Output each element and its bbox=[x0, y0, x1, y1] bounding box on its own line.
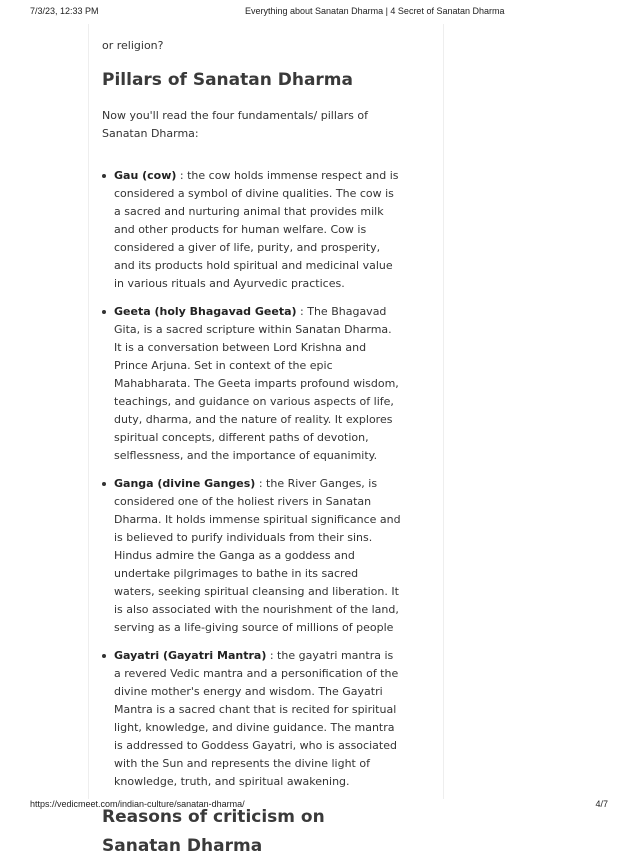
article-body bbox=[102, 24, 402, 861]
pillar-term: Gau (cow) bbox=[114, 169, 177, 182]
pillar-term: Geeta (holy Bhagavad Geeta) bbox=[114, 305, 297, 318]
pillar-description: : The Bhagavad Gita, is a sacred scripture within Sanatan Dharma. It is a conversation between Lord Krishna and Prince Arjuna. Set in context of the epic Mahabharata. The Geeta imparts profound wisdom, teachings, and guidance on various aspects of life, duty, dharma, and the nature of reality. It explores spiritual concepts, different paths of devotion, selflessness, and the importance of equanimity. bbox=[114, 305, 399, 462]
print-page-title: Everything about Sanatan Dharma | 4 Secret of Sanatan Dharma bbox=[245, 6, 505, 16]
pillars-lead-paragraph: Now you'll read the four fundamentals/ pillars of Sanatan Dharma: bbox=[102, 109, 368, 140]
pillar-description: : the cow holds immense respect and is considered a symbol of divine qualities. The cow is a sacred and nurturing animal that provides milk and other products for human welfare. Cow is considered a giver of life, purity, and prosperity, and its products hold spiritual and medicinal value in various rituals and Ayurvedic practices. bbox=[114, 169, 399, 290]
pillars-heading: Pillars of Sanatan Dharma bbox=[102, 70, 353, 90]
page-number: 4/7 bbox=[595, 799, 608, 809]
pillar-description: : the gayatri mantra is a revered Vedic mantra and a personification of the divine mother's energy and wisdom. The Gayatri Mantra is a sacred chant that is recited for spiritual light, knowledge, and divine guidance. The mantra is addressed to Goddess Gayatri, who is associated with the Sun and represents the divine light of knowledge, truth, and spiritual awakening. bbox=[114, 649, 399, 788]
pillars-list bbox=[102, 167, 402, 791]
pillar-term: Ganga (divine Ganges) bbox=[114, 477, 256, 490]
list-item bbox=[102, 475, 402, 637]
list-item bbox=[102, 647, 402, 791]
page-url: https://vedicmeet.com/indian-culture/sanatan-dharma/ bbox=[30, 799, 245, 809]
print-datetime: 7/3/23, 12:33 PM bbox=[30, 6, 99, 16]
intro-paragraph-tail: or religion? bbox=[102, 39, 164, 52]
bullet-icon bbox=[102, 482, 106, 486]
bullet-icon bbox=[102, 654, 106, 658]
bullet-icon bbox=[102, 174, 106, 178]
bullet-icon bbox=[102, 310, 106, 314]
print-header bbox=[0, 6, 638, 20]
pillar-description: : the River Ganges, is considered one of the holiest rivers in Sanatan Dharma. It holds immense spiritual significance and is believed to purify individuals from their sins. Hindus admire the Ganga as a goddess and undertake pilgrimages to bathe in its sacred waters, seeking spiritual cleansing and liberation. It is also associated with the nourishment of the land, serving as a life-giving source of millions of people bbox=[114, 477, 401, 634]
reasons-heading: Reasons of criticism on Sanatan Dharma bbox=[102, 807, 325, 856]
print-footer bbox=[0, 799, 638, 813]
pillar-term: Gayatri (Gayatri Mantra) bbox=[114, 649, 267, 662]
list-item bbox=[102, 303, 402, 465]
list-item bbox=[102, 167, 402, 293]
